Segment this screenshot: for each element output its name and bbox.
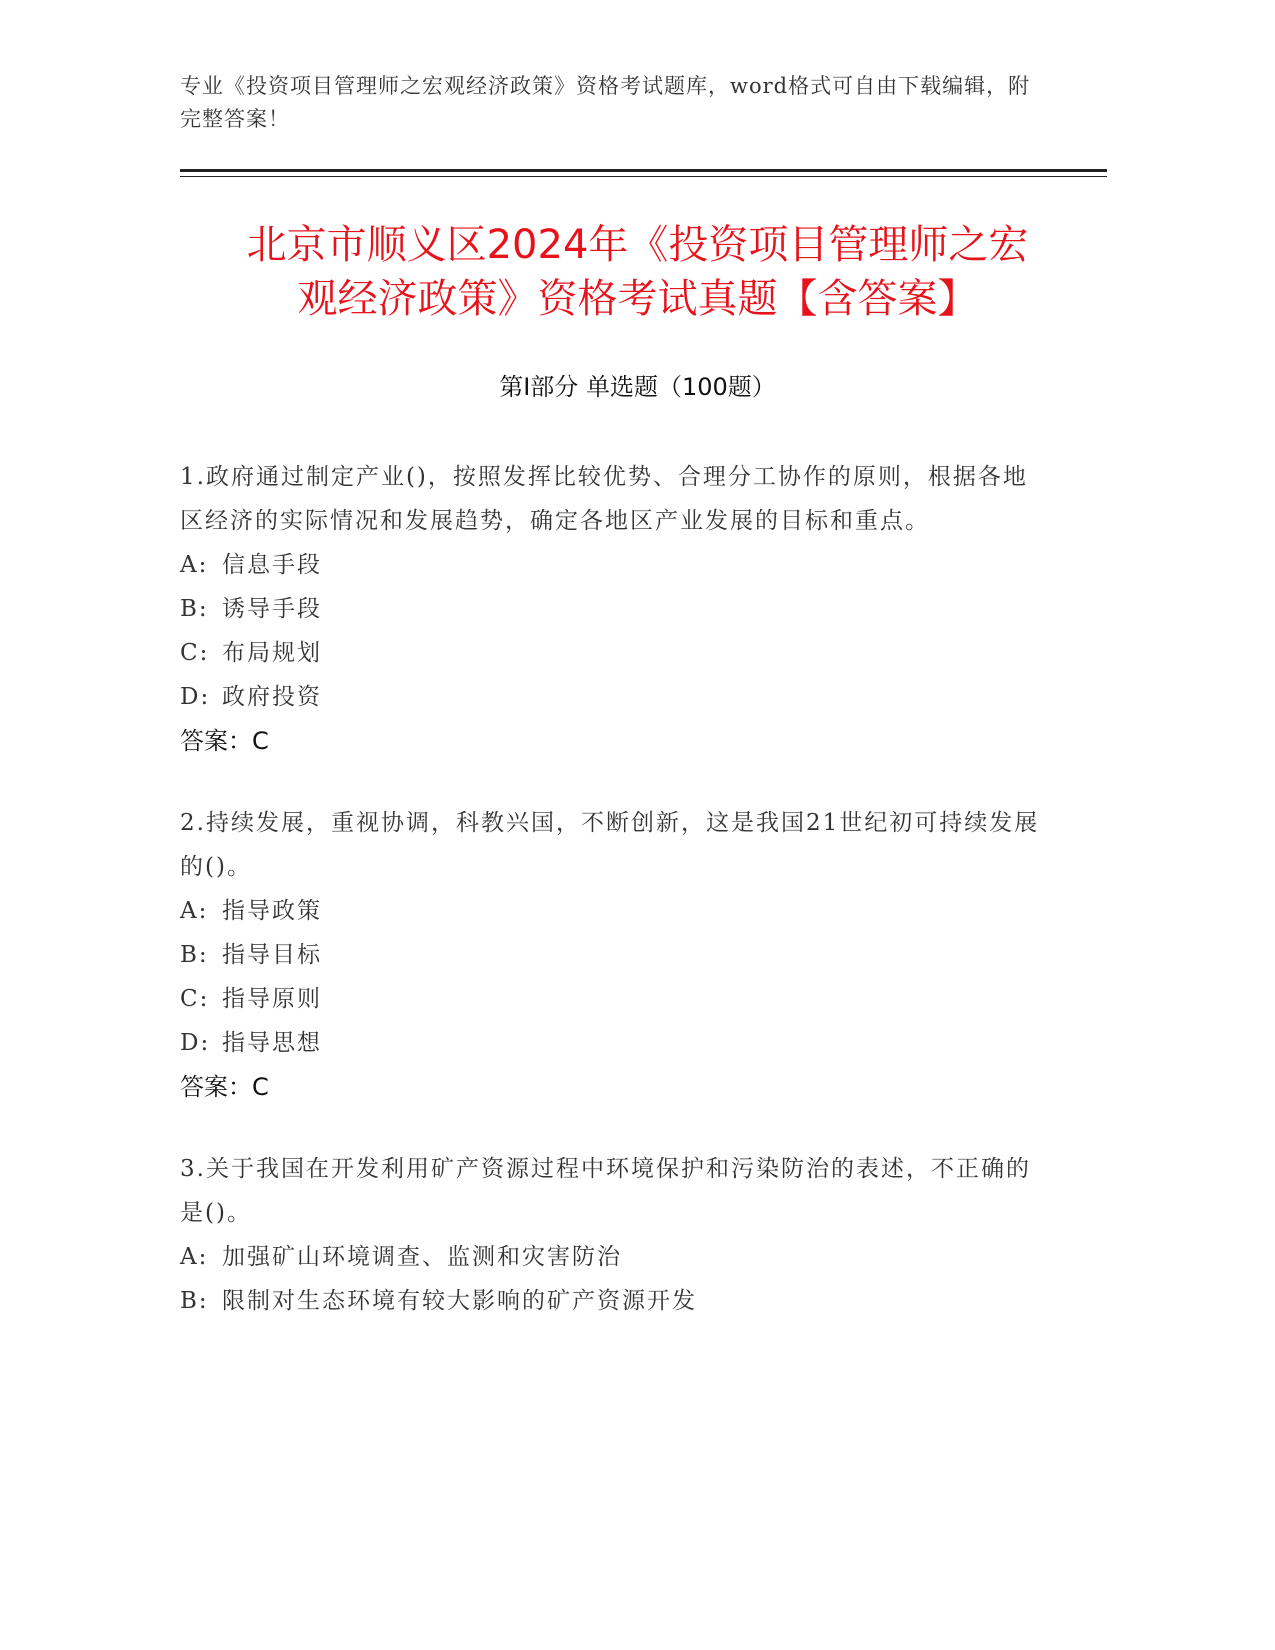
header-divider-thick: [180, 169, 1107, 172]
question-1: [180, 455, 1040, 763]
section-heading: 第Ⅰ部分 单选题（100题）: [499, 373, 776, 401]
option-c: [180, 631, 1040, 675]
question-stem: 2.持续发展，重视协调，科教兴国，不断创新，这是我国21世纪初可持续发展的()。: [180, 810, 1040, 880]
question-2: [180, 801, 1040, 1109]
question-3: [180, 1147, 1040, 1323]
option-key: B:: [180, 1288, 209, 1314]
option-c: [180, 977, 1040, 1021]
option-key: A:: [180, 1244, 209, 1270]
document-title: [150, 218, 1125, 326]
option-key: B:: [180, 596, 209, 622]
option-text: 加强矿山环境调查、监测和灾害防治: [222, 1244, 622, 1270]
option-text: 诱导手段: [222, 596, 322, 622]
option-a: [180, 543, 1040, 587]
option-key: D:: [180, 1030, 211, 1056]
question-stem: 1.政府通过制定产业()，按照发挥比较优势、合理分工协作的原则，根据各地区经济的实际情况和发展趋势，确定各地区产业发展的目标和重点。: [180, 464, 1028, 534]
option-text: 指导政策: [222, 898, 322, 924]
option-text: 指导思想: [222, 1030, 322, 1056]
option-key: B:: [180, 942, 209, 968]
option-key: C:: [180, 986, 210, 1012]
option-a: [180, 889, 1040, 933]
option-text: 指导目标: [222, 942, 322, 968]
question-stem: 3.关于我国在开发利用矿产资源过程中环境保护和污染防治的表述，不正确的是()。: [180, 1156, 1031, 1226]
option-text: 指导原则: [222, 986, 322, 1012]
answer-line: 答案：C: [180, 727, 269, 755]
option-key: D:: [180, 684, 211, 710]
option-b: [180, 933, 1040, 977]
option-key: C:: [180, 640, 210, 666]
option-a: [180, 1235, 1040, 1279]
option-d: [180, 1021, 1040, 1065]
option-d: [180, 675, 1040, 719]
document-title-line-1: 北京市顺义区2024年《投资项目管理师之宏: [246, 222, 1029, 268]
option-key: A:: [180, 898, 209, 924]
answer-line: 答案：C: [180, 1073, 269, 1101]
option-b: [180, 587, 1040, 631]
option-key: A:: [180, 552, 209, 578]
option-text: 布局规划: [222, 640, 322, 666]
document-title-line-2: 观经济政策》资格考试真题【含答案】: [297, 276, 978, 322]
option-b: [180, 1279, 1040, 1323]
option-text: 信息手段: [222, 552, 322, 578]
question-list: [180, 455, 1040, 1361]
header-note: 专业《投资项目管理师之宏观经济政策》资格考试题库，word格式可自由下载编辑，附完整答案！: [180, 74, 1031, 131]
option-text: 限制对生态环境有较大影响的矿产资源开发: [222, 1288, 697, 1314]
header-divider-thin: [180, 176, 1107, 177]
option-text: 政府投资: [222, 684, 322, 710]
